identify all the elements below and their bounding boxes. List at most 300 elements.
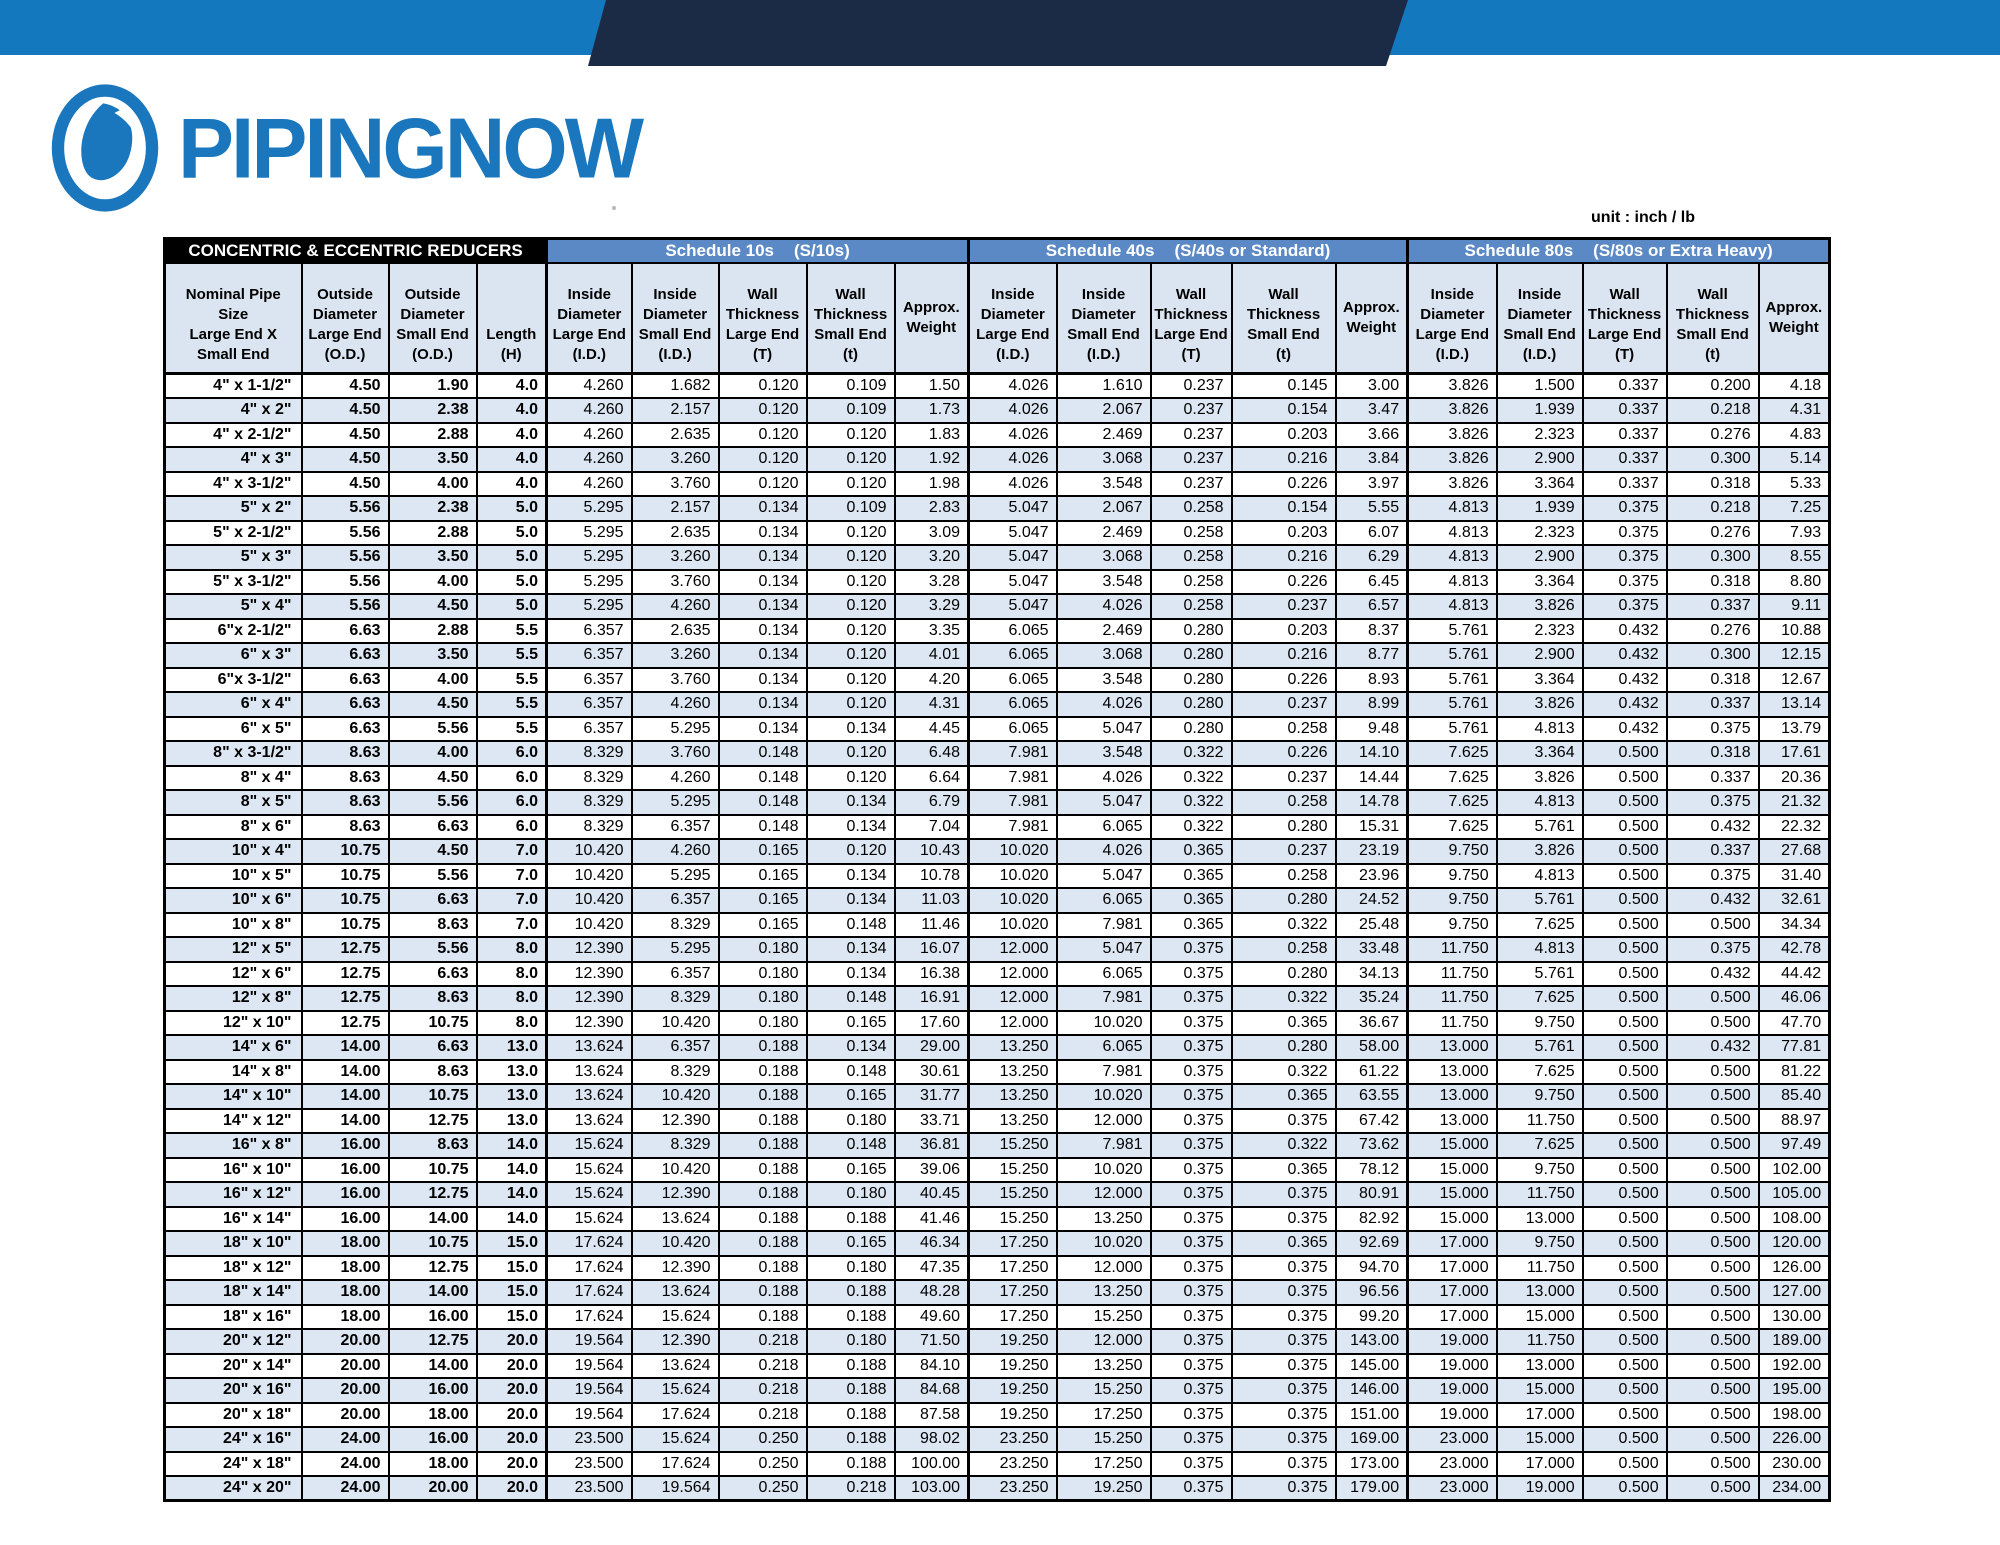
cell: 15.250 xyxy=(969,1133,1057,1158)
cell: 0.120 xyxy=(807,766,895,791)
cell: 4.813 xyxy=(1497,717,1583,742)
cell: 0.375 xyxy=(1151,1280,1232,1305)
cell: 21.32 xyxy=(1759,790,1830,815)
cell: 0.500 xyxy=(1583,1256,1667,1281)
cell: 12.000 xyxy=(1057,1329,1151,1354)
cell: 0.500 xyxy=(1583,741,1667,766)
cell: 13.000 xyxy=(1408,1084,1497,1109)
table-row xyxy=(165,1182,1830,1207)
cell: 3.97 xyxy=(1336,472,1408,497)
section-label: Schedule 10s xyxy=(665,241,774,260)
cell: 7.625 xyxy=(1497,1060,1583,1085)
cell: 11.750 xyxy=(1497,1182,1583,1207)
cell: 0.500 xyxy=(1667,1109,1759,1134)
cell: 2.157 xyxy=(632,496,719,521)
cell: 5.33 xyxy=(1759,472,1830,497)
row-label: 8" x 5" xyxy=(165,790,302,815)
cell: 4.260 xyxy=(632,692,719,717)
cell: 0.109 xyxy=(807,496,895,521)
cell: 16.00 xyxy=(302,1158,389,1183)
cell: 0.375 xyxy=(1151,962,1232,987)
cell: 15.0 xyxy=(477,1231,547,1256)
cell: 13.0 xyxy=(477,1109,547,1134)
cell: 2.38 xyxy=(389,398,477,423)
cell: 7.625 xyxy=(1408,741,1497,766)
row-label: 6"x 3-1/2" xyxy=(165,668,302,693)
row-label: 6"x 2-1/2" xyxy=(165,619,302,644)
cell: 0.203 xyxy=(1232,619,1336,644)
cell: 0.375 xyxy=(1583,570,1667,595)
section-sublabel: (S/80s or Extra Heavy) xyxy=(1593,241,1773,260)
row-label: 16" x 14" xyxy=(165,1207,302,1232)
cell: 0.280 xyxy=(1151,692,1232,717)
cell: 4.026 xyxy=(1057,766,1151,791)
cell: 4.813 xyxy=(1408,545,1497,570)
cell: 0.375 xyxy=(1151,986,1232,1011)
cell: 23.250 xyxy=(969,1452,1057,1477)
cell: 230.00 xyxy=(1759,1452,1830,1477)
cell: 0.188 xyxy=(719,1035,807,1060)
cell: 4.026 xyxy=(1057,839,1151,864)
cell: 10.420 xyxy=(632,1158,719,1183)
cell: 4.50 xyxy=(389,839,477,864)
cell: 0.237 xyxy=(1151,423,1232,448)
cell: 0.375 xyxy=(1151,1133,1232,1158)
cell: 19.250 xyxy=(969,1329,1057,1354)
cell: 10.420 xyxy=(632,1084,719,1109)
cell: 0.188 xyxy=(719,1256,807,1281)
cell: 12.75 xyxy=(302,962,389,987)
cell: 17.000 xyxy=(1497,1452,1583,1477)
cell: 0.375 xyxy=(1151,1427,1232,1452)
cell: 3.260 xyxy=(632,545,719,570)
cell: 0.148 xyxy=(719,766,807,791)
cell: 5.5 xyxy=(477,717,547,742)
cell: 8.37 xyxy=(1336,619,1408,644)
cell: 10.75 xyxy=(302,913,389,938)
cell: 12.000 xyxy=(1057,1182,1151,1207)
cell: 0.165 xyxy=(719,864,807,889)
cell: 12.390 xyxy=(547,937,632,962)
cell: 8.93 xyxy=(1336,668,1408,693)
cell: 4.260 xyxy=(632,594,719,619)
cell: 5.047 xyxy=(1057,790,1151,815)
cell: 10.420 xyxy=(547,839,632,864)
cell: 17.000 xyxy=(1408,1305,1497,1330)
cell: 0.120 xyxy=(719,472,807,497)
table-row xyxy=(165,986,1830,1011)
cell: 4.50 xyxy=(389,594,477,619)
cell: 15.0 xyxy=(477,1305,547,1330)
cell: 6.0 xyxy=(477,790,547,815)
cell: 0.500 xyxy=(1583,1354,1667,1379)
cell: 0.250 xyxy=(719,1427,807,1452)
table-row xyxy=(165,692,1830,717)
cell: 67.42 xyxy=(1336,1109,1408,1134)
cell: 7.981 xyxy=(969,790,1057,815)
cell: 0.500 xyxy=(1667,1476,1759,1501)
cell: 0.134 xyxy=(719,496,807,521)
cell: 0.375 xyxy=(1151,1452,1232,1477)
cell: 9.750 xyxy=(1408,839,1497,864)
cell: 13.14 xyxy=(1759,692,1830,717)
cell: 4.026 xyxy=(1057,692,1151,717)
row-label: 20" x 16" xyxy=(165,1378,302,1403)
cell: 97.49 xyxy=(1759,1133,1830,1158)
cell: 0.109 xyxy=(807,398,895,423)
cell: 0.120 xyxy=(807,668,895,693)
cell: 4.83 xyxy=(1759,423,1830,448)
cell: 10.020 xyxy=(969,888,1057,913)
table-row xyxy=(165,937,1830,962)
cell: 5.295 xyxy=(632,790,719,815)
cell: 4.50 xyxy=(302,447,389,472)
cell: 10.43 xyxy=(895,839,969,864)
cell: 94.70 xyxy=(1336,1256,1408,1281)
cell: 0.120 xyxy=(807,545,895,570)
cell: 17.250 xyxy=(969,1280,1057,1305)
cell: 16.00 xyxy=(302,1207,389,1232)
cell: 10.020 xyxy=(1057,1011,1151,1036)
cell: 4.31 xyxy=(1759,398,1830,423)
cell: 0.165 xyxy=(807,1011,895,1036)
cell: 17.000 xyxy=(1497,1403,1583,1428)
cell: 3.826 xyxy=(1408,423,1497,448)
cell: 12.000 xyxy=(969,986,1057,1011)
row-label: 8" x 4" xyxy=(165,766,302,791)
col-header-10-inside-diameter-small-end-i-d: Inside Diameter Small End (I.D.) xyxy=(1057,263,1151,374)
cell: 4.026 xyxy=(969,447,1057,472)
section-header-schedule-10s xyxy=(547,239,969,264)
cell: 146.00 xyxy=(1336,1378,1408,1403)
cell: 3.068 xyxy=(1057,545,1151,570)
cell: 23.000 xyxy=(1408,1476,1497,1501)
cell: 20.00 xyxy=(389,1476,477,1501)
cell: 6.357 xyxy=(632,1035,719,1060)
cell: 0.500 xyxy=(1583,1231,1667,1256)
cell: 0.500 xyxy=(1583,1207,1667,1232)
cell: 0.258 xyxy=(1232,937,1336,962)
cell: 0.365 xyxy=(1232,1011,1336,1036)
cell: 10.020 xyxy=(1057,1084,1151,1109)
decorative-speck xyxy=(612,206,616,210)
cell: 20.00 xyxy=(302,1378,389,1403)
cell: 7.981 xyxy=(1057,913,1151,938)
cell: 3.548 xyxy=(1057,472,1151,497)
cell: 6.357 xyxy=(547,668,632,693)
cell: 0.500 xyxy=(1667,1011,1759,1036)
cell: 0.120 xyxy=(807,619,895,644)
cell: 34.34 xyxy=(1759,913,1830,938)
cell: 0.188 xyxy=(719,1133,807,1158)
cell: 0.134 xyxy=(807,815,895,840)
cell: 13.000 xyxy=(1408,1035,1497,1060)
cell: 33.71 xyxy=(895,1109,969,1134)
cell: 84.68 xyxy=(895,1378,969,1403)
cell: 0.188 xyxy=(807,1354,895,1379)
cell: 8.0 xyxy=(477,1011,547,1036)
cell: 5.5 xyxy=(477,619,547,644)
cell: 99.20 xyxy=(1336,1305,1408,1330)
cell: 0.134 xyxy=(719,545,807,570)
cell: 31.77 xyxy=(895,1084,969,1109)
row-label: 14" x 12" xyxy=(165,1109,302,1134)
table-row xyxy=(165,374,1830,399)
row-label: 12" x 5" xyxy=(165,937,302,962)
cell: 0.500 xyxy=(1667,1329,1759,1354)
cell: 0.375 xyxy=(1151,937,1232,962)
cell: 0.432 xyxy=(1667,888,1759,913)
cell: 15.000 xyxy=(1497,1305,1583,1330)
cell: 6.57 xyxy=(1336,594,1408,619)
cell: 6.63 xyxy=(389,962,477,987)
cell: 6.357 xyxy=(547,619,632,644)
cell: 0.188 xyxy=(807,1378,895,1403)
cell: 9.750 xyxy=(1408,913,1497,938)
cell: 2.469 xyxy=(1057,619,1151,644)
cell: 19.250 xyxy=(1057,1476,1151,1501)
cell: 0.154 xyxy=(1232,398,1336,423)
col-header-8-approx-weight: Approx. Weight xyxy=(895,263,969,374)
cell: 4.813 xyxy=(1497,790,1583,815)
cell: 0.276 xyxy=(1667,423,1759,448)
cell: 13.624 xyxy=(547,1035,632,1060)
table-row xyxy=(165,1060,1830,1085)
cell: 11.750 xyxy=(1408,1011,1497,1036)
cell: 0.258 xyxy=(1151,545,1232,570)
cell: 33.48 xyxy=(1336,937,1408,962)
cell: 0.500 xyxy=(1583,766,1667,791)
cell: 0.216 xyxy=(1232,643,1336,668)
cell: 0.188 xyxy=(807,1207,895,1232)
cell: 14.00 xyxy=(302,1035,389,1060)
cell: 6.065 xyxy=(969,717,1057,742)
table-row xyxy=(165,888,1830,913)
cell: 17.624 xyxy=(547,1231,632,1256)
row-label: 10" x 6" xyxy=(165,888,302,913)
cell: 0.134 xyxy=(807,937,895,962)
row-label: 14" x 8" xyxy=(165,1060,302,1085)
cell: 23.96 xyxy=(1336,864,1408,889)
cell: 3.826 xyxy=(1497,766,1583,791)
cell: 16.91 xyxy=(895,986,969,1011)
cell: 10.420 xyxy=(632,1231,719,1256)
cell: 15.624 xyxy=(547,1207,632,1232)
cell: 0.500 xyxy=(1583,1109,1667,1134)
cell: 0.180 xyxy=(807,1329,895,1354)
row-label: 5" x 4" xyxy=(165,594,302,619)
cell: 6.065 xyxy=(1057,815,1151,840)
cell: 3.364 xyxy=(1497,741,1583,766)
cell: 0.500 xyxy=(1667,1280,1759,1305)
cell: 6.065 xyxy=(969,643,1057,668)
cell: 0.375 xyxy=(1232,1109,1336,1134)
cell: 5.56 xyxy=(302,496,389,521)
cell: 5.0 xyxy=(477,521,547,546)
row-label: 16" x 12" xyxy=(165,1182,302,1207)
cell: 15.624 xyxy=(632,1305,719,1330)
cell: 17.250 xyxy=(969,1305,1057,1330)
cell: 10.75 xyxy=(389,1084,477,1109)
cell: 17.624 xyxy=(632,1403,719,1428)
cell: 0.375 xyxy=(1583,496,1667,521)
table-row xyxy=(165,594,1830,619)
table-row xyxy=(165,472,1830,497)
cell: 0.337 xyxy=(1583,423,1667,448)
schedule-header-row xyxy=(165,239,1830,264)
cell: 5.761 xyxy=(1408,619,1497,644)
cell: 6.07 xyxy=(1336,521,1408,546)
cell: 0.375 xyxy=(1232,1452,1336,1477)
cell: 13.250 xyxy=(969,1109,1057,1134)
cell: 0.188 xyxy=(719,1280,807,1305)
cell: 0.180 xyxy=(719,962,807,987)
cell: 169.00 xyxy=(1336,1427,1408,1452)
cell: 4.50 xyxy=(302,423,389,448)
cell: 0.300 xyxy=(1667,643,1759,668)
cell: 4.260 xyxy=(547,374,632,399)
cell: 0.109 xyxy=(807,374,895,399)
cell: 20.0 xyxy=(477,1378,547,1403)
cell: 0.500 xyxy=(1583,1329,1667,1354)
cell: 8.77 xyxy=(1336,643,1408,668)
cell: 145.00 xyxy=(1336,1354,1408,1379)
cell: 4.813 xyxy=(1408,496,1497,521)
cell: 0.500 xyxy=(1667,1207,1759,1232)
cell: 29.00 xyxy=(895,1035,969,1060)
col-header-4-inside-diameter-large-end-i-d: Inside Diameter Large End (I.D.) xyxy=(547,263,632,374)
row-label: 18" x 16" xyxy=(165,1305,302,1330)
cell: 17.000 xyxy=(1408,1280,1497,1305)
cell: 0.134 xyxy=(807,790,895,815)
cell: 12.000 xyxy=(969,962,1057,987)
section-sublabel: (S/40s or Standard) xyxy=(1174,241,1331,260)
cell: 0.226 xyxy=(1232,668,1336,693)
row-label: 14" x 6" xyxy=(165,1035,302,1060)
cell: 0.375 xyxy=(1151,1035,1232,1060)
cell: 3.760 xyxy=(632,472,719,497)
table-row xyxy=(165,1035,1830,1060)
cell: 103.00 xyxy=(895,1476,969,1501)
cell: 11.750 xyxy=(1408,986,1497,1011)
row-label: 16" x 10" xyxy=(165,1158,302,1183)
cell: 98.02 xyxy=(895,1427,969,1452)
cell: 16.00 xyxy=(302,1133,389,1158)
cell: 13.250 xyxy=(969,1035,1057,1060)
cell: 10.020 xyxy=(1057,1158,1151,1183)
cell: 18.00 xyxy=(389,1452,477,1477)
cell: 15.000 xyxy=(1408,1182,1497,1207)
cell: 3.826 xyxy=(1408,398,1497,423)
cell: 9.750 xyxy=(1408,888,1497,913)
cell: 0.180 xyxy=(807,1256,895,1281)
cell: 23.250 xyxy=(969,1476,1057,1501)
cell: 4.260 xyxy=(632,766,719,791)
cell: 7.0 xyxy=(477,839,547,864)
cell: 48.28 xyxy=(895,1280,969,1305)
cell: 0.188 xyxy=(719,1305,807,1330)
cell: 12.000 xyxy=(969,1011,1057,1036)
cell: 23.000 xyxy=(1408,1452,1497,1477)
cell: 0.322 xyxy=(1232,1060,1336,1085)
cell: 0.500 xyxy=(1667,1305,1759,1330)
cell: 4.026 xyxy=(969,472,1057,497)
cell: 0.216 xyxy=(1232,447,1336,472)
cell: 6.0 xyxy=(477,815,547,840)
cell: 2.323 xyxy=(1497,521,1583,546)
cell: 0.134 xyxy=(719,692,807,717)
row-label: 18" x 10" xyxy=(165,1231,302,1256)
cell: 0.165 xyxy=(807,1158,895,1183)
cell: 12.390 xyxy=(547,1011,632,1036)
cell: 15.250 xyxy=(969,1182,1057,1207)
row-label: 4" x 3-1/2" xyxy=(165,472,302,497)
section-label: Schedule 80s xyxy=(1464,241,1574,260)
cell: 0.237 xyxy=(1232,766,1336,791)
cell: 0.120 xyxy=(807,692,895,717)
cell: 9.750 xyxy=(1497,1231,1583,1256)
section-header-schedule-40s xyxy=(969,239,1408,264)
cell: 5.295 xyxy=(547,545,632,570)
row-label: 12" x 10" xyxy=(165,1011,302,1036)
cell: 4.0 xyxy=(477,447,547,472)
unit-label: unit : inch / lb xyxy=(1591,209,1695,226)
cell: 5.56 xyxy=(302,594,389,619)
cell: 2.900 xyxy=(1497,545,1583,570)
row-label: 10" x 8" xyxy=(165,913,302,938)
cell: 17.60 xyxy=(895,1011,969,1036)
cell: 5.761 xyxy=(1497,888,1583,913)
cell: 13.000 xyxy=(1408,1060,1497,1085)
cell: 1.50 xyxy=(895,374,969,399)
cell: 5.047 xyxy=(969,545,1057,570)
table-row xyxy=(165,1452,1830,1477)
cell: 130.00 xyxy=(1759,1305,1830,1330)
cell: 6.48 xyxy=(895,741,969,766)
cell: 3.826 xyxy=(1408,447,1497,472)
cell: 12.75 xyxy=(389,1329,477,1354)
cell: 5.047 xyxy=(1057,937,1151,962)
cell: 19.000 xyxy=(1497,1476,1583,1501)
cell: 2.38 xyxy=(389,496,477,521)
cell: 14.0 xyxy=(477,1207,547,1232)
cell: 8.329 xyxy=(632,1133,719,1158)
cell: 9.48 xyxy=(1336,717,1408,742)
cell: 1.73 xyxy=(895,398,969,423)
cell: 0.375 xyxy=(1667,864,1759,889)
cell: 17.250 xyxy=(1057,1452,1151,1477)
cell: 36.81 xyxy=(895,1133,969,1158)
cell: 0.188 xyxy=(719,1158,807,1183)
cell: 0.216 xyxy=(1232,545,1336,570)
cell: 0.226 xyxy=(1232,472,1336,497)
cell: 19.250 xyxy=(969,1403,1057,1428)
cell: 15.250 xyxy=(1057,1378,1151,1403)
cell: 3.068 xyxy=(1057,447,1151,472)
cell: 8.99 xyxy=(1336,692,1408,717)
cell: 14.00 xyxy=(302,1109,389,1134)
cell: 8.329 xyxy=(547,815,632,840)
cell: 0.165 xyxy=(807,1084,895,1109)
cell: 0.500 xyxy=(1583,790,1667,815)
cell: 0.500 xyxy=(1583,1403,1667,1428)
cell: 13.250 xyxy=(969,1084,1057,1109)
cell: 9.750 xyxy=(1497,1011,1583,1036)
cell: 4.0 xyxy=(477,398,547,423)
col-header-18-approx-weight: Approx. Weight xyxy=(1759,263,1830,374)
cell: 0.280 xyxy=(1151,668,1232,693)
cell: 23.500 xyxy=(547,1476,632,1501)
